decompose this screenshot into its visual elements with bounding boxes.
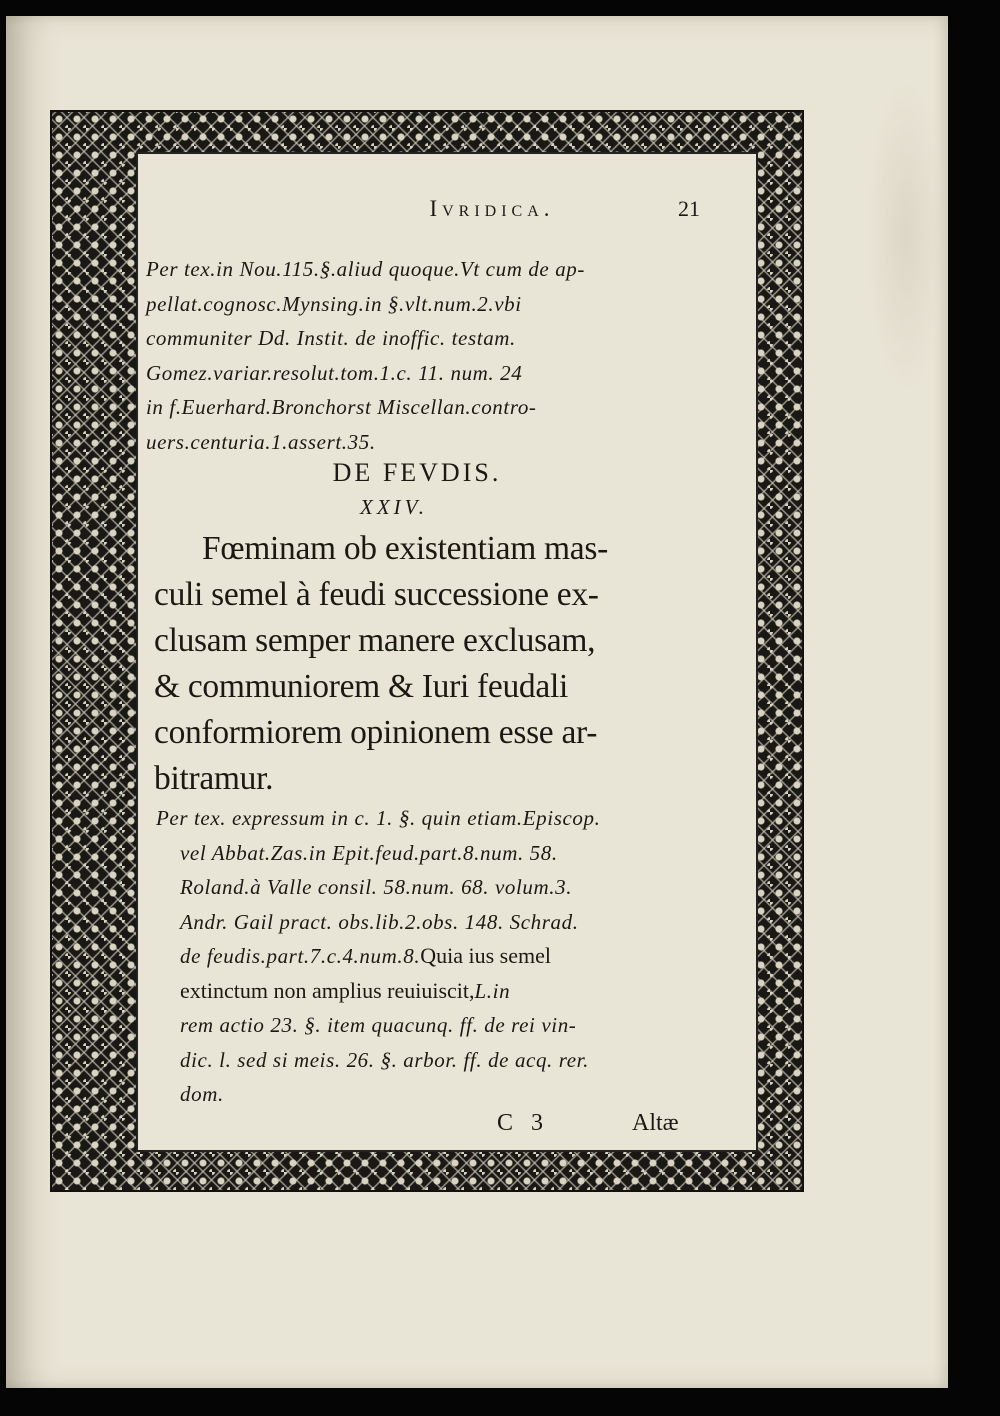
citation-note-bottom: [156, 801, 600, 1112]
running-head: Ivridica.: [429, 196, 555, 221]
note-line: de feudis.part.7.c.4.num.8.Quia ius semel: [180, 943, 551, 968]
page-text: [132, 196, 714, 1146]
section-title: DE FEVDIS.: [332, 458, 502, 487]
note-line: in f.Euerhard.Bronchorst Miscellan.contro-: [146, 395, 537, 419]
note-line: extinctum non amplius reuiuiscit,L.in: [180, 977, 511, 1003]
thesis-line: bitramur.: [154, 760, 274, 797]
note-line: Gomez.variar.resolut.tom.1.c. 11. num. 24: [146, 360, 523, 385]
thesis-line: Fœminam ob existentiam mas-: [202, 530, 608, 567]
note-line: dic. l. sed si meis. 26. §. arbor. ff. de acq. rer.: [180, 1047, 589, 1072]
note-line: Roland.à Valle consil. 58.num. 68. volum.3.: [180, 875, 573, 899]
thesis-line: culi semel à feudi successione ex-: [154, 576, 599, 613]
note-line: dom.: [180, 1082, 224, 1106]
note-line: Andr. Gail pract. obs.lib.2.obs. 148. Schrad.: [180, 909, 579, 934]
note-line: communiter Dd. Instit. de inoffic. testam.: [146, 326, 516, 350]
section-number: XXIV.: [360, 495, 429, 519]
note-line: pellat.cognosc.Mynsing.in §.vlt.num.2.vbi: [146, 291, 522, 316]
note-line: Per tex.in Nou.115.§.aliud quoque.Vt cum de ap-: [146, 257, 585, 281]
citation-note-top: [146, 252, 585, 459]
page-number: 21: [678, 196, 700, 221]
thesis-line: clusam semper manere exclusam,: [154, 622, 596, 659]
note-line: vel Abbat.Zas.in Epit.feud.part.8.num. 58.: [180, 840, 558, 865]
thesis-line: conformiorem opinionem esse ar-: [154, 714, 598, 751]
note-line: uers.centuria.1.assert.35.: [146, 429, 376, 454]
thesis-text: [154, 526, 608, 802]
catchword: Altæ: [632, 1110, 679, 1136]
note-line: Per tex. expressum in c. 1. §. quin etiam.Episcop.: [156, 806, 601, 830]
note-line: rem actio 23. §. item quacunq. ff. de rei vin-: [180, 1013, 577, 1037]
thesis-line: & communiorem & Iuri feudali: [154, 668, 568, 705]
show-through-stain: [866, 76, 946, 396]
signature-mark: C 3: [497, 1110, 550, 1136]
